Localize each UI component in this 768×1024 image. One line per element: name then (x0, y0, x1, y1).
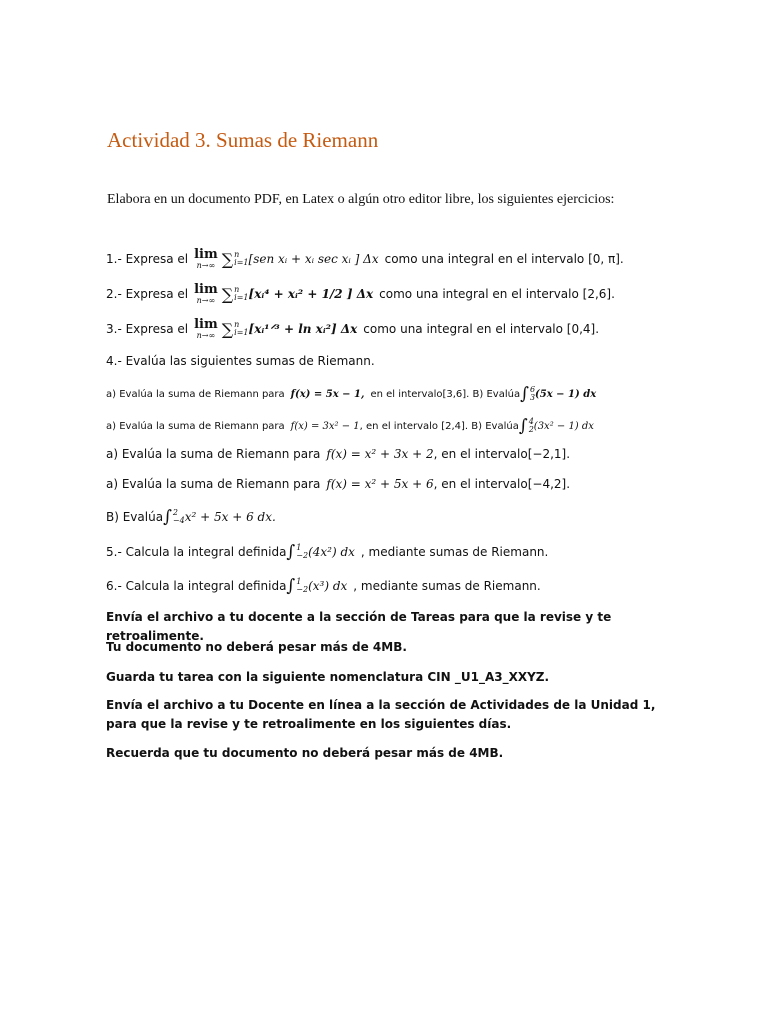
exercise-6-pre: 6.- Calcula la integral definida (106, 579, 287, 593)
exercise-4a-4-function: f(x) = x² + 5x + 6 (326, 477, 434, 491)
exercise-2-pre: 2.- Expresa el (106, 287, 189, 301)
exercise-4a-2-pre: a) Evalúa la suma de Riemann para (106, 420, 285, 432)
exercise-2 (106, 283, 615, 305)
exercise-1-post: como una integral en el intervalo [0, π]. (384, 252, 624, 266)
exercise-4a-2-integrand: (3x² − 1) dx (533, 420, 594, 432)
exercise-2-expression: [xᵢ⁴ + xᵢ² + 1/2 ] Δx (248, 287, 374, 301)
limit-symbol: lim n→∞ (194, 317, 218, 340)
integral-symbol: ∫ 6 3 (520, 384, 536, 404)
exercise-4a-1 (106, 384, 596, 404)
intro-text: Elabora en un documento PDF, en Latex o algún otro editor libre, los siguientes ejercicios: (107, 192, 615, 207)
exercise-4b (106, 507, 276, 527)
instruction-naming: Guarda tu tarea con la siguiente nomenclatura CIN _U1_A3_XXYZ. (106, 670, 550, 684)
instruction-size: Tu documento no deberá pesar más de 4MB. (106, 640, 407, 654)
exercise-4a-1-integrand: (5x − 1) dx (535, 388, 597, 400)
exercise-4a-3 (106, 447, 570, 461)
exercise-4b-integrand: x² + 5x + 6 dx. (184, 510, 276, 524)
exercise-1-pre: 1.- Expresa el (106, 252, 189, 266)
page-title: Actividad 3. Sumas de Riemann (107, 128, 379, 152)
exercise-4a-1-function: f(x) = 5x − 1, (290, 388, 365, 400)
exercise-4a-1-mid: en el intervalo[3,6]. B) Evalúa (370, 388, 521, 400)
exercise-3-expression: [xᵢ¹ᐟ³ + ln xᵢ²] Δx (248, 322, 358, 336)
exercise-1 (106, 248, 624, 270)
exercise-3 (106, 318, 599, 340)
integral-symbol: ∫ 1 −2 (286, 542, 309, 562)
exercise-5-pre: 5.- Calcula la integral definida (106, 545, 287, 559)
exercise-4a-3-pre: a) Evalúa la suma de Riemann para (106, 447, 321, 461)
instruction-submit: Envía el archivo a tu docente a la sección de Tareas para que la revise y te retroalimente. (106, 610, 612, 643)
sum-symbol: ∑ n i=1 (221, 319, 249, 339)
limit-symbol: lim n→∞ (194, 282, 218, 305)
sum-symbol: ∑ n i=1 (221, 249, 249, 269)
exercise-4b-pre: B) Evalúa (106, 510, 164, 524)
exercise-5-integrand: (4x²) dx (308, 545, 355, 559)
exercise-3-post: como una integral en el intervalo [0,4]. (363, 322, 600, 336)
sum-symbol: ∑ n i=1 (221, 284, 249, 304)
exercise-6-post: , mediante sumas de Riemann. (353, 579, 541, 593)
exercise-4a-4-pre: a) Evalúa la suma de Riemann para (106, 477, 321, 491)
exercise-2-post: como una integral en el intervalo [2,6]. (379, 287, 615, 301)
exercise-4 (106, 354, 375, 368)
exercise-3-pre: 3.- Expresa el (106, 322, 189, 336)
exercise-4-text: 4.- Evalúa las siguientes sumas de Riemann. (106, 354, 375, 368)
exercise-4a-4-post: , en el intervalo[−4,2]. (433, 477, 571, 491)
integral-symbol: ∫ 2 −4 (163, 507, 185, 527)
integral-symbol: ∫ 4 2 (518, 416, 534, 436)
exercise-4a-2-mid: , en el intervalo [2,4]. B) Evalúa (359, 420, 519, 432)
exercise-4a-4 (106, 477, 570, 491)
exercise-4a-3-function: f(x) = x² + 3x + 2 (326, 447, 434, 461)
exercise-6 (106, 576, 541, 596)
exercise-4a-3-post: , en el intervalo[−2,1]. (433, 447, 571, 461)
integral-symbol: ∫ 1 −2 (286, 576, 309, 596)
limit-symbol: lim n→∞ (194, 247, 218, 270)
exercise-5 (106, 542, 548, 562)
exercise-1-expression: [sen xᵢ + xᵢ sec xᵢ ] Δx (248, 252, 379, 266)
instruction-send: Envía el archivo a tu Docente en línea a la sección de Actividades de la Unidad 1, para que la revise y te retroalimente en los siguientes días. (106, 698, 656, 731)
exercise-5-post: , mediante sumas de Riemann. (360, 545, 549, 559)
exercise-4a-1-pre: a) Evalúa la suma de Riemann para (106, 388, 285, 400)
exercise-6-integrand: (x³) dx (308, 579, 348, 593)
exercise-4a-2 (106, 416, 594, 436)
exercise-4a-2-function: f(x) = 3x² − 1 (290, 420, 360, 432)
instruction-reminder: Recuerda que tu documento no deberá pesar más de 4MB. (106, 746, 504, 760)
